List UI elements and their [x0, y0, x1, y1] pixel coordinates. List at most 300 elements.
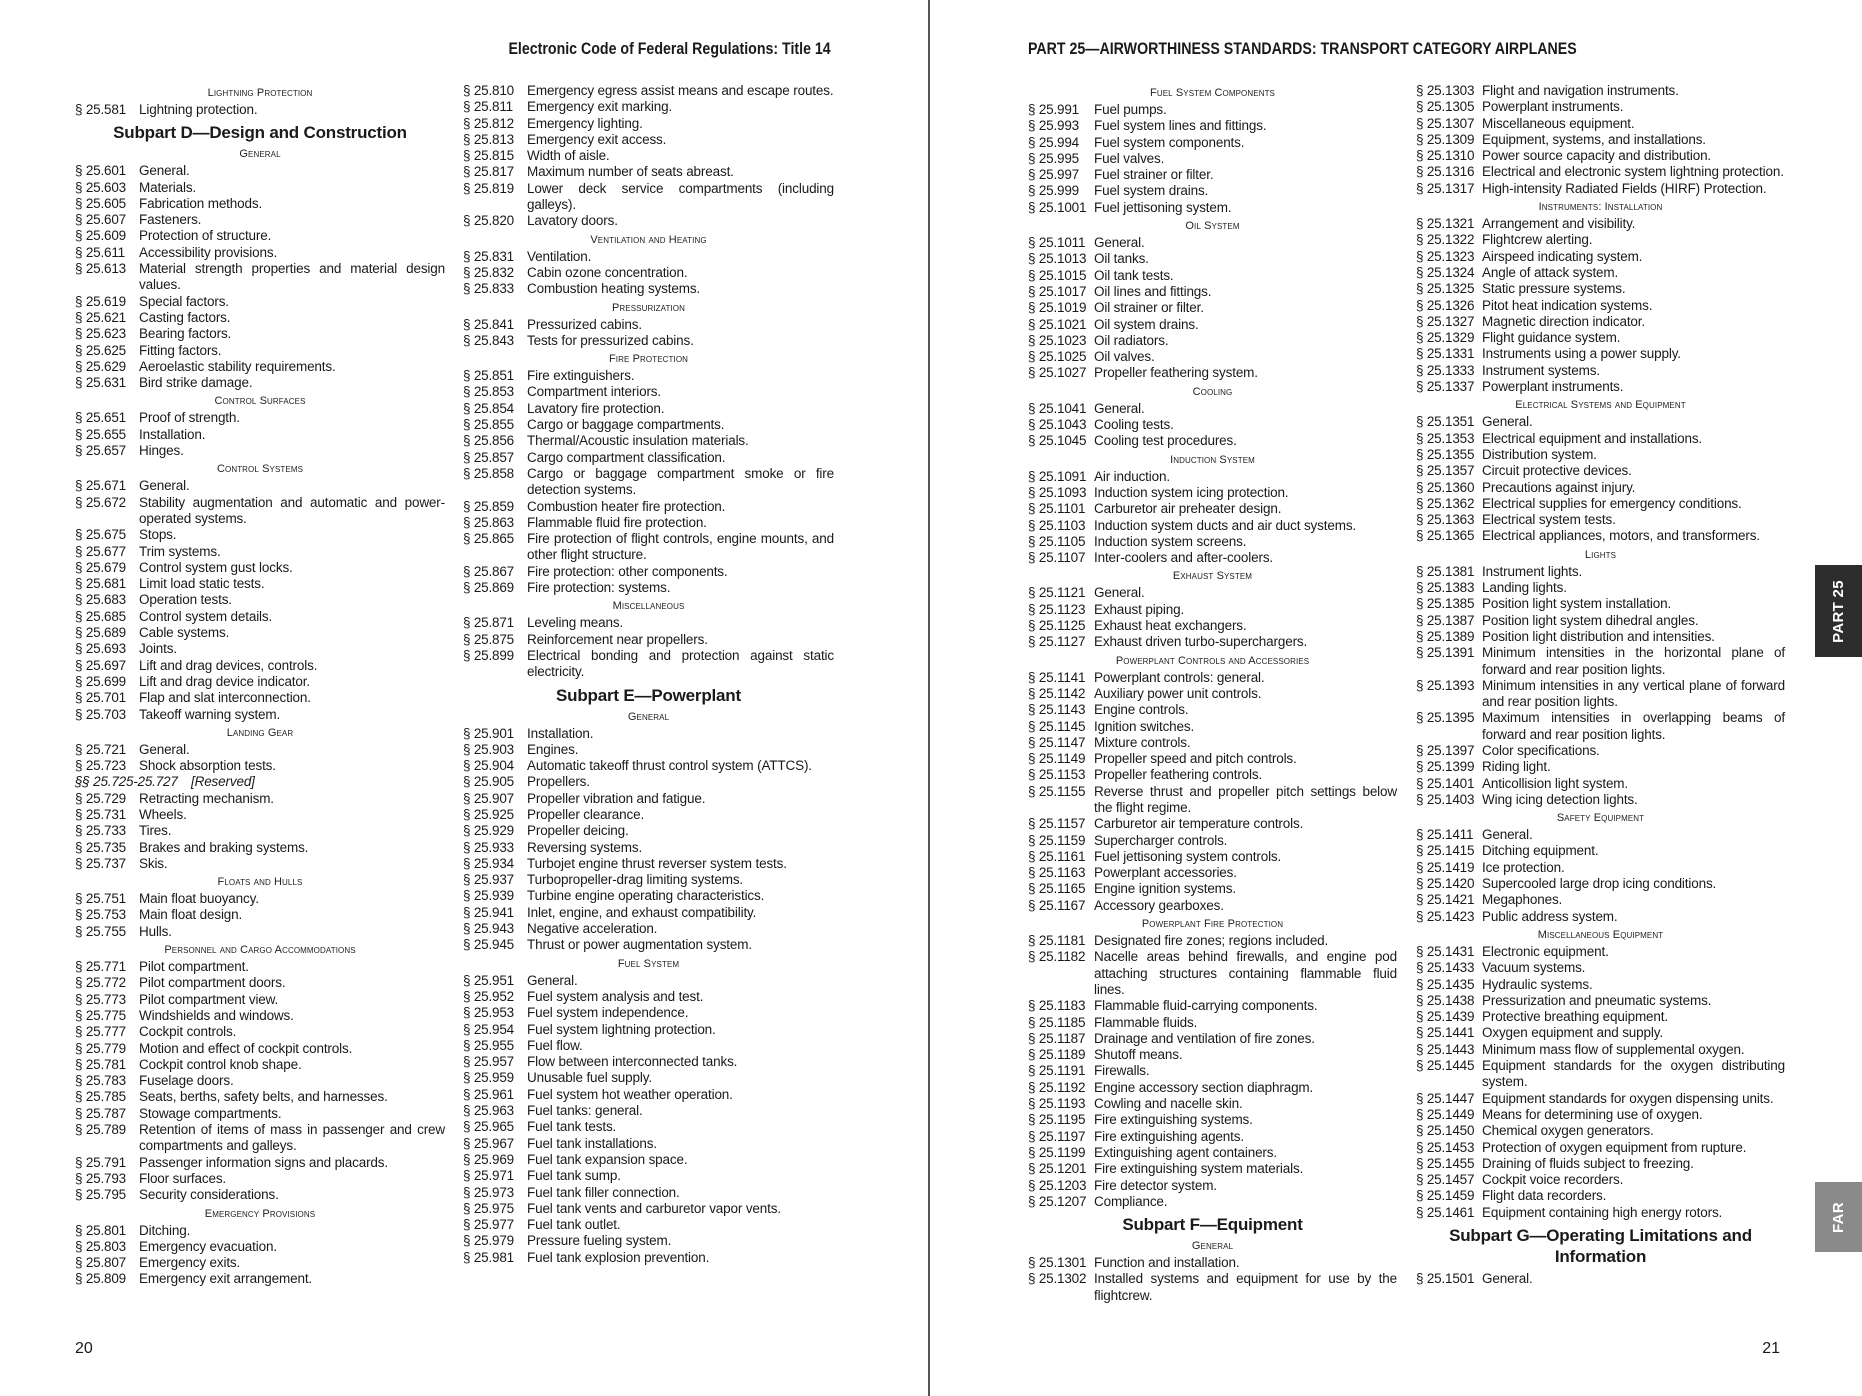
toc-entry: [75, 959, 445, 975]
toc-entry: [463, 281, 834, 297]
toc-entry: [75, 212, 445, 228]
section-number: § 25.623: [75, 326, 126, 342]
section-number: § 25.1317: [1416, 180, 1475, 196]
toc-entry: [1028, 365, 1397, 381]
toc-entry: [463, 905, 834, 921]
section-title: Stowage compartments.: [139, 1105, 282, 1121]
section-number: § 25.953: [463, 1005, 514, 1021]
toc-entry: [75, 228, 445, 244]
section-number: § 25.999: [1028, 183, 1079, 199]
toc-entry: [1028, 1178, 1397, 1194]
section-number: § 25.737: [75, 855, 126, 871]
section-number: § 25.1305: [1416, 99, 1475, 115]
section-title: Oil tank tests.: [1094, 267, 1174, 283]
section-title: Circuit protective devices.: [1482, 463, 1632, 479]
section-number: § 25.1199: [1028, 1144, 1086, 1160]
toc-entry: [1416, 330, 1785, 346]
section-title: General.: [1482, 414, 1533, 430]
section-title: Firewalls.: [1094, 1063, 1150, 1079]
section-title: Fuel tank filler connection.: [527, 1184, 680, 1200]
section-title: Equipment standards for oxygen dispensing units.: [1482, 1090, 1774, 1106]
section-title: Arrangement and visibility.: [1482, 216, 1636, 232]
section-title: Cockpit voice recorders.: [1482, 1172, 1624, 1188]
section-number: § 25.925: [463, 806, 514, 822]
toc-entry: [1416, 977, 1785, 993]
toc-entry: [75, 261, 445, 294]
toc-entry: [1416, 1009, 1785, 1025]
toc-entry: [1416, 792, 1785, 808]
section-title: Equipment standards for the oxygen distributing system.: [1482, 1058, 1785, 1090]
toc-entry: [1416, 1025, 1785, 1041]
toc-entry: [1416, 613, 1785, 629]
section-number: § 25.899: [463, 647, 514, 663]
section-number: § 25.735: [75, 839, 126, 855]
section-number: § 25.1307: [1416, 115, 1475, 131]
toc-entry: [75, 1008, 445, 1024]
section-number: § 25.1457: [1416, 1172, 1475, 1188]
section-number: § 25.785: [75, 1089, 126, 1105]
toc-entry: [75, 592, 445, 608]
section-number: § 25.723: [75, 758, 126, 774]
section-number: § 25.1310: [1416, 148, 1475, 164]
section-title: Fire extinguishers.: [527, 368, 635, 384]
section-number: § 25.1165: [1028, 881, 1086, 897]
section-number: § 25.943: [463, 921, 514, 937]
toc-entry: [1028, 349, 1397, 365]
toc-entry: [1028, 670, 1397, 686]
section-title: Hydraulic systems.: [1482, 976, 1593, 992]
section-number: § 25.1159: [1028, 832, 1086, 848]
toc-entry: [463, 989, 834, 1005]
toc-entry: [463, 921, 834, 937]
section-title: Designated fire zones; regions included.: [1094, 933, 1329, 949]
section-title: Skis.: [139, 855, 168, 871]
section-title: Fire extinguishing systems.: [1094, 1112, 1253, 1128]
toc-entry: [1028, 1129, 1397, 1145]
section-title: Motion and effect of cockpit controls.: [139, 1040, 353, 1056]
section-title: Fuel tank outlet.: [527, 1217, 621, 1233]
toc-entry: [1416, 447, 1785, 463]
section-title: Stops.: [139, 527, 177, 543]
section-number: § 25.679: [75, 559, 126, 575]
section-number: § 25.1324: [1416, 264, 1475, 280]
section-title: Power source capacity and distribution.: [1482, 148, 1712, 164]
section-title: Fitting factors.: [139, 342, 222, 358]
toc-entry: [463, 433, 834, 449]
section-number: § 25.807: [75, 1255, 126, 1271]
section-title: Pilot compartment doors.: [139, 975, 286, 991]
section-title: Anticollision light system.: [1482, 775, 1629, 791]
section-number: § 25.1015: [1028, 267, 1087, 283]
section-number: § 25.954: [463, 1021, 514, 1037]
section-number: § 25.1302: [1028, 1271, 1087, 1287]
section-group-heading: Powerplant Controls and Accessories: [1115, 654, 1310, 667]
section-title: Function and installation.: [1094, 1255, 1240, 1271]
toc-entry: [1416, 83, 1785, 99]
section-number: § 25.865: [463, 531, 514, 547]
section-title: Main float buoyancy.: [139, 891, 259, 907]
toc-entry: [75, 1106, 445, 1122]
section-number: § 25.1327: [1416, 313, 1475, 329]
section-title: Powerplant accessories.: [1094, 865, 1237, 881]
section-group-heading: General: [239, 148, 281, 161]
section-number: § 25.952: [463, 988, 514, 1004]
section-title: Cockpit controls.: [139, 1024, 237, 1040]
section-number: § 25.795: [75, 1187, 126, 1203]
section-number: § 25.981: [463, 1249, 514, 1265]
section-number: § 25.1331: [1416, 346, 1475, 362]
section-number: § 25.1045: [1028, 433, 1087, 449]
toc-entry: [1416, 892, 1785, 908]
section-number: § 25.619: [75, 293, 126, 309]
section-number: § 25.1391: [1416, 645, 1475, 661]
toc-entry: [1416, 843, 1785, 859]
section-number: § 25.655: [75, 426, 126, 442]
section-title: Propeller deicing.: [527, 823, 629, 839]
toc-entry: [1028, 1063, 1397, 1079]
section-title: Static pressure systems.: [1482, 281, 1626, 297]
toc-entry: [1416, 249, 1785, 265]
section-number: § 25.1333: [1416, 362, 1475, 378]
section-number: § 25.1449: [1416, 1106, 1475, 1122]
toc-entry: [463, 164, 834, 180]
section-number: § 25.933: [463, 839, 514, 855]
section-number: § 25.859: [463, 498, 514, 514]
section-title: Fuel flow.: [527, 1037, 583, 1053]
section-group-heading: Lightning Protection: [207, 87, 313, 99]
section-number: § 25.1187: [1028, 1030, 1086, 1046]
toc-entry: [1028, 767, 1397, 783]
section-title: Engines.: [527, 741, 579, 757]
toc-entry: [1416, 629, 1785, 645]
toc-entry: [463, 726, 834, 742]
tab-label: PART 25: [1830, 579, 1848, 643]
section-title: Security considerations.: [139, 1187, 279, 1203]
toc-entry: [1416, 876, 1785, 892]
toc-column: [75, 83, 445, 1288]
section-number: § 25.1197: [1028, 1128, 1086, 1144]
part-25-thumb-tab[interactable]: [1815, 565, 1862, 657]
toc-entry: [1028, 735, 1397, 751]
section-number: § 25.903: [463, 741, 514, 757]
section-number: § 25.1193: [1028, 1096, 1086, 1112]
toc-entry: [1416, 759, 1785, 775]
section-title: General.: [1094, 400, 1145, 416]
section-title: Oil strainer or filter.: [1094, 300, 1204, 316]
section-group-heading: Control Surfaces: [214, 395, 306, 408]
section-title: Vacuum systems.: [1482, 960, 1586, 976]
section-number: § 25.991: [1028, 102, 1079, 117]
section-number: § 25.1001: [1028, 199, 1087, 215]
toc-entry: [1416, 909, 1785, 925]
section-title: Stability augmentation and automatic and power-operated systems.: [139, 494, 445, 526]
toc-entry: [75, 359, 445, 375]
section-number: § 25.681: [75, 576, 126, 592]
section-number: § 25.967: [463, 1135, 514, 1151]
section-number: § 25.1365: [1416, 528, 1475, 544]
section-title: Control system gust locks.: [139, 559, 293, 575]
toc-entry: [1028, 1255, 1397, 1271]
toc-entry: [463, 648, 834, 681]
section-number: § 25.1123: [1028, 601, 1086, 617]
toc-entry: [1416, 216, 1785, 232]
section-number: § 25.1357: [1416, 463, 1475, 479]
section-title: [Reserved]: [191, 774, 255, 790]
right-page: [932, 0, 1862, 1396]
section-title: Tires.: [139, 823, 172, 839]
section-title: Powerplant controls: general.: [1094, 669, 1265, 685]
section-title: Carburetor air temperature controls.: [1094, 816, 1304, 832]
toc-entry: [463, 937, 834, 953]
section-title: Windshields and windows.: [139, 1007, 294, 1023]
section-number: § 25.755: [75, 923, 126, 939]
section-title: Lift and drag devices, controls.: [139, 657, 318, 673]
section-number: § 25.1321: [1416, 216, 1475, 232]
section-number: § 25.772: [75, 975, 126, 991]
section-number: § 25.733: [75, 823, 126, 839]
section-number: § 25.1107: [1028, 550, 1086, 566]
toc-entry: [75, 609, 445, 625]
section-number: § 25.779: [75, 1040, 126, 1056]
section-title: Ditching.: [139, 1222, 191, 1238]
section-number: § 25.813: [463, 131, 514, 147]
section-number: § 25.1011: [1028, 235, 1086, 251]
section-number: § 25.1360: [1416, 479, 1475, 495]
section-number: § 25.1103: [1028, 517, 1086, 533]
section-title: Aeroelastic stability requirements.: [139, 358, 336, 374]
section-number: § 25.1013: [1028, 251, 1087, 267]
toc-entry: [1028, 167, 1397, 183]
section-number: § 25.1447: [1416, 1090, 1475, 1106]
section-title: Fuel system analysis and test.: [527, 988, 704, 1004]
section-number: § 25.1309: [1416, 131, 1475, 147]
section-number: § 25.901: [463, 725, 514, 741]
section-title: Ignition switches.: [1094, 718, 1195, 734]
toc-entry: [463, 758, 834, 774]
section-number: § 25.751: [75, 891, 126, 907]
section-title: Angle of attack system.: [1482, 264, 1619, 280]
toc-entry: [463, 823, 834, 839]
section-title: Flammable fluids.: [1094, 1014, 1198, 1030]
section-group-heading: Ventilation and Heating: [590, 233, 707, 246]
section-title: Shock absorption tests.: [139, 758, 276, 774]
toc-entry: [75, 294, 445, 310]
toc-entry: [463, 742, 834, 758]
toc-entry: [1028, 268, 1397, 284]
section-number: § 25.1445: [1416, 1058, 1475, 1074]
section-number: § 25.979: [463, 1233, 514, 1249]
toc-entry: [463, 807, 834, 823]
section-title: Thrust or power augmentation system.: [527, 937, 752, 953]
toc-entry: [463, 615, 834, 631]
section-title: Pressurization and pneumatic systems.: [1482, 992, 1712, 1008]
section-group-heading: Induction System: [1170, 453, 1255, 466]
toc-entry: [463, 1103, 834, 1119]
section-title: Equipment, systems, and installations.: [1482, 131, 1706, 147]
section-number: § 25.1322: [1416, 232, 1475, 248]
section-title: Oil valves.: [1094, 349, 1155, 365]
section-number: § 25.1142: [1028, 685, 1086, 701]
section-title: Maximum intensities in overlapping beams of forward and rear position lights.: [1482, 710, 1785, 742]
section-number: § 25.693: [75, 641, 126, 657]
section-title: Electrical appliances, motors, and transformers.: [1482, 528, 1760, 544]
section-number: § 25.787: [75, 1105, 126, 1121]
toc-entry: [463, 774, 834, 790]
toc-entry: [1416, 1140, 1785, 1156]
section-number: § 25.1420: [1416, 876, 1475, 892]
section-number: § 25.1385: [1416, 596, 1475, 612]
toc-entry: [1028, 1194, 1397, 1210]
section-title: Ice protection.: [1482, 859, 1565, 875]
section-title: Fire detector system.: [1094, 1177, 1217, 1193]
section-number: § 25.609: [75, 228, 126, 244]
section-title: Miscellaneous equipment.: [1482, 115, 1635, 131]
section-number: § 25.1389: [1416, 628, 1475, 644]
section-title: Shutoff means.: [1094, 1047, 1183, 1063]
section-number: § 25.1189: [1028, 1047, 1086, 1063]
toc-entry: [1416, 181, 1785, 197]
left-page: [0, 0, 930, 1396]
section-number: § 25.973: [463, 1184, 514, 1200]
subpart-heading: Subpart F—Equipment: [1122, 1215, 1303, 1235]
section-number: § 25.1093: [1028, 484, 1087, 500]
section-title: Takeoff warning system.: [139, 706, 281, 722]
toc-entry: [75, 1187, 445, 1203]
toc-entry: [75, 791, 445, 807]
toc-entry: [1028, 433, 1397, 449]
section-title: Protective breathing equipment.: [1482, 1009, 1668, 1025]
section-number: § 25.1441: [1416, 1025, 1475, 1041]
section-title: High-intensity Radiated Fields (HIRF) Protection.: [1482, 180, 1767, 196]
toc-entry: [75, 1239, 445, 1255]
section-title: Flightcrew alerting.: [1482, 232, 1593, 248]
section-title: Color specifications.: [1482, 742, 1600, 758]
section-group-heading: Oil System: [1185, 220, 1240, 233]
section-group-heading: Instruments: Installation: [1538, 201, 1663, 214]
section-title: Ventilation.: [527, 248, 592, 264]
section-number: § 25.771: [75, 959, 126, 975]
section-number: § 25.1438: [1416, 992, 1475, 1008]
section-group-heading: Safety Equipment: [1556, 812, 1645, 825]
section-title: Oil tanks.: [1094, 251, 1149, 267]
toc-entry: [463, 1152, 834, 1168]
far-thumb-tab[interactable]: [1815, 1182, 1862, 1252]
toc-entry: [463, 368, 834, 384]
section-title: Thermal/Acoustic insulation materials.: [527, 433, 749, 449]
section-title: Emergency exits.: [139, 1255, 241, 1271]
section-number: § 25.781: [75, 1056, 126, 1072]
section-number: § 25.1153: [1028, 767, 1086, 783]
toc-entry: [463, 317, 834, 333]
section-title: Flammable fluid-carrying components.: [1094, 998, 1318, 1014]
section-title: Supercooled large drop icing conditions.: [1482, 876, 1717, 892]
section-number: § 25.811: [463, 99, 513, 115]
section-number: § 25.843: [463, 332, 514, 348]
section-title: Ditching equipment.: [1482, 843, 1599, 859]
section-group-heading: Fuel System Components: [1150, 87, 1275, 99]
toc-entry: [1028, 550, 1397, 566]
toc-entry: [463, 1217, 834, 1233]
toc-entry: [1028, 118, 1397, 134]
section-number: § 25.1399: [1416, 759, 1475, 775]
toc-entry: [1416, 232, 1785, 248]
section-title: Emergency exit access.: [527, 131, 667, 147]
toc-entry: [1416, 480, 1785, 496]
section-number: § 25.1431: [1416, 943, 1475, 959]
section-title: Casting factors.: [139, 309, 231, 325]
section-number: § 25.937: [463, 872, 514, 888]
section-number: § 25.858: [463, 465, 514, 481]
section-group-heading: Control Systems: [216, 463, 304, 476]
toc-entry: [1416, 1205, 1785, 1221]
section-number: § 25.613: [75, 261, 126, 277]
section-number: § 25.1303: [1416, 83, 1475, 98]
section-number: § 25.951: [463, 972, 514, 988]
section-number: § 25.1461: [1416, 1204, 1475, 1220]
section-title: General.: [1482, 1271, 1533, 1286]
toc-entry: [463, 1087, 834, 1103]
toc-entry: [463, 148, 834, 164]
section-title: Fasteners.: [139, 212, 202, 228]
toc-entry: [1028, 898, 1397, 914]
section-title: Draining of fluids subject to freezing.: [1482, 1155, 1694, 1171]
section-number: § 25.1125: [1028, 618, 1086, 634]
section-title: Powerplant instruments.: [1482, 99, 1624, 115]
section-title: Lift and drag device indicator.: [139, 673, 310, 689]
section-title: Minimum intensities in any vertical plane of forward and rear position lights.: [1482, 677, 1785, 710]
section-number: § 25.1337: [1416, 379, 1475, 395]
section-number: § 25.904: [463, 758, 514, 774]
section-title: Supercharger controls.: [1094, 832, 1228, 848]
section-title: Position light system dihedral angles.: [1482, 612, 1699, 628]
section-number: § 25.1155: [1028, 783, 1086, 799]
toc-entry: [1028, 1161, 1397, 1177]
toc-entry: [75, 375, 445, 391]
section-title: Combustion heater fire protection.: [527, 498, 726, 514]
section-number: § 25.775: [75, 1007, 126, 1023]
toc-entry: [75, 1155, 445, 1171]
section-title: Engine accessory section diaphragm.: [1094, 1079, 1314, 1095]
section-title: Minimum intensities in the horizontal plane of forward and rear position lights.: [1482, 645, 1785, 677]
toc-entry: [75, 1041, 445, 1057]
section-number: § 25.789: [75, 1122, 126, 1138]
section-number: § 25.851: [463, 368, 514, 384]
section-title: Fuel system drains.: [1094, 183, 1209, 199]
toc-entry: [1028, 602, 1397, 618]
section-number: § 25.941: [463, 904, 514, 920]
section-title: Fire protection: systems.: [527, 580, 671, 596]
section-title: Reinforcement near propellers.: [527, 631, 708, 647]
section-number: § 25.731: [75, 806, 126, 822]
toc-entry: [463, 515, 834, 531]
toc-entry: [75, 774, 445, 790]
section-number: § 25.863: [463, 514, 514, 530]
section-title: Emergency evacuation.: [139, 1238, 277, 1254]
toc-entry: [463, 116, 834, 132]
toc-entry: [75, 427, 445, 443]
section-group-heading: Fuel System: [617, 957, 680, 970]
toc-entry: [463, 384, 834, 400]
section-number: § 25.1145: [1028, 718, 1086, 734]
section-title: Induction system icing protection.: [1094, 484, 1289, 500]
section-number: § 25.1192: [1028, 1079, 1086, 1095]
section-title: Electrical supplies for emergency conditions.: [1482, 495, 1742, 511]
section-title: Inlet, engine, and exhaust compatibility.: [527, 904, 757, 920]
section-number: § 25.1101: [1028, 501, 1086, 517]
section-title: Propeller feathering system.: [1094, 365, 1258, 381]
toc-entry: [1416, 528, 1785, 544]
toc-entry: [1028, 401, 1397, 417]
